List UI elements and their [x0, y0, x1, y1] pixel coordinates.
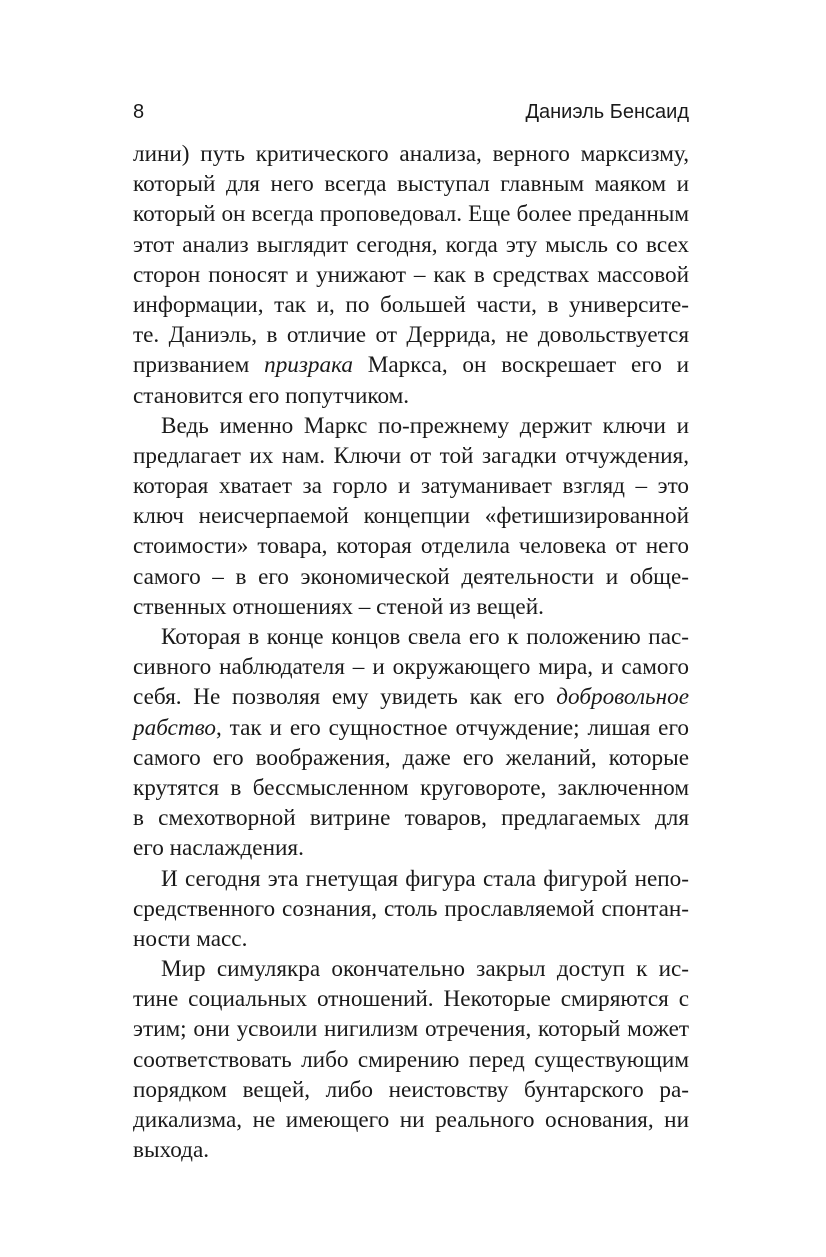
text-line: его наслаждения. [133, 835, 304, 862]
text-line: этим; они усвоили нигилизм отречения, который может [133, 1016, 689, 1043]
text-line: соответствовать либо смирению перед существующим [133, 1046, 689, 1073]
text-run: , так и его сущностное отчуждение; лишая его [215, 714, 689, 741]
body-text [133, 139, 689, 1165]
text-line: порядком вещей, либо неистовству бунтарского ра- [133, 1076, 689, 1103]
paragraph-5 [133, 954, 689, 1165]
text-line: стоимости» товара, которая отделила человека от него [133, 533, 689, 560]
text-line: предлагает их нам. Ключи от той загадки отчуждения, [133, 442, 689, 469]
italic-term: добровольное [556, 684, 689, 711]
text-run: призванием [133, 352, 265, 379]
text-run: Маркса, он воскрешает его и [352, 352, 690, 379]
text-line: самого – в его экономической деятельности и обще- [133, 563, 689, 590]
paragraph-1 [133, 139, 689, 411]
text-line: который для него всегда выступал главным маяком и [133, 171, 689, 198]
running-head-author: Даниэль Бенсаид [525, 101, 689, 123]
paragraph-4 [133, 864, 689, 955]
text-line: крутятся в бессмысленном круговороте, заключенном [133, 774, 689, 801]
text-line: сторон поносят и унижают – как в средствах массовой [133, 261, 689, 288]
text-line [133, 350, 689, 380]
text-line: который он всегда проповедовал. Еще более преданным [133, 201, 689, 228]
text-line: Которая в конце концов свела его к положению пас- [161, 624, 689, 650]
text-line: те. Даниэль, в отличие от Деррида, не довольствуется [133, 322, 689, 349]
text-line: которая хватает за горло и затуманивает взгляд – это [133, 473, 689, 500]
running-head [133, 101, 689, 127]
italic-term: рабство [133, 714, 216, 741]
text-line: Мир симулякра окончательно закрыл доступ к ис- [161, 956, 689, 983]
page-number: 8 [133, 101, 145, 123]
text-line: средственного сознания, столь прославляемой спонтан- [133, 895, 689, 922]
text-run: себя. Не позволяя ему увидеть как его [133, 684, 557, 711]
text-line [133, 713, 689, 743]
text-line: в смехотворной витрине товаров, предлагаемых для [133, 805, 689, 832]
text-line: И сегодня эта гнетущая фигура стала фигурой непо- [161, 865, 689, 892]
text-line: ности масс. [133, 925, 248, 952]
text-line: сивного наблюдателя – и окружающего мира, и самого [133, 654, 689, 681]
paragraph-2 [133, 411, 689, 622]
paragraph-3 [133, 622, 689, 864]
text-line [133, 682, 689, 712]
text-line: тине социальных отношений. Некоторые смиряются с [133, 986, 689, 1013]
text-line: лини) путь критического анализа, верного марксизму, [133, 141, 689, 167]
text-line: становится его попутчиком. [133, 382, 410, 409]
text-line: ственных отношениях – стеной из вещей. [133, 593, 544, 620]
text-line: ключ неисчерпаемой концепции «фетишизированной [133, 503, 689, 530]
text-line: дикализма, не имеющего ни реального основания, ни [133, 1107, 689, 1133]
text-line: информации, так и, по большей части, в университе- [133, 291, 689, 318]
italic-term: призрака [264, 352, 353, 379]
text-line: выхода. [133, 1137, 210, 1164]
text-line: этот анализ выглядит сегодня, когда эту мысль со всех [133, 231, 689, 258]
text-line: самого его воображения, даже его желаний, которые [133, 744, 689, 771]
text-line: Ведь именно Маркс по-прежнему держит ключи и [161, 412, 689, 439]
